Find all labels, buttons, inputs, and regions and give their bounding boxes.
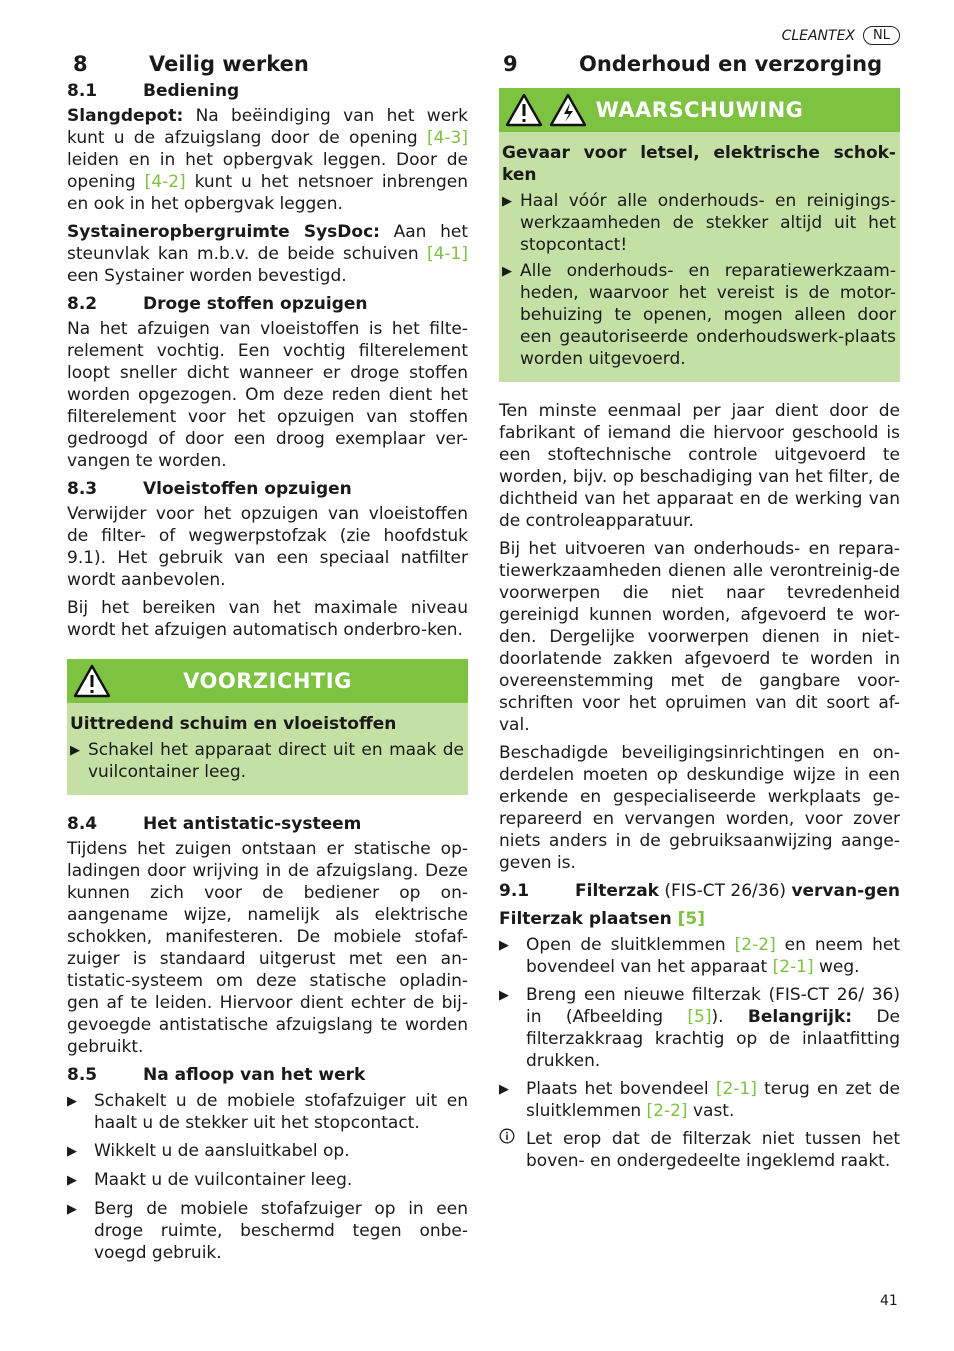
- caution-subtitle: Uittredend schuim en vloeistoffen: [70, 714, 397, 734]
- heading-9: 9 Onderhoud en verzorging: [503, 52, 883, 76]
- warning-title: WAARSCHUWING: [595, 98, 804, 122]
- paragraph-slangdepot: Slangdepot: Na beëindiging van het werk kunt u de afzuigslang door de opening [4-3] leiden en in het opbergvak leggen. Door de opening [4-2] kunt u het netsnoer inbrengen en ook in het opbergvak leggen.: [67, 106, 468, 214]
- list-8-5: [67, 1090, 468, 1264]
- paragraph-8-2: Na het afzuigen van vloeistoffen is het filte-relement vochtig. Een vochtig filterelement loopt sneller dicht wanneer er droge stoffen worden opgezogen. Om deze reden dient het filterelement voor het opzuigen van stoffen gedroogd of door een droog exemplaar ver-vangen te worden.: [67, 319, 468, 471]
- page-header: [782, 26, 900, 45]
- info-icon: [499, 1128, 526, 1172]
- bullet-arrow-icon: ▶: [67, 1094, 77, 1109]
- paragraph-9a: Ten minste eenmaal per jaar dient door de fabrikant of iemand die hiervoor geschoold is een stoftechnische controle uitgevoerd te worden, bijv. op beschadiging van het filter, de dichtheid van het apparaat en de werking van de controleapparatuur.: [499, 401, 900, 531]
- bullet-arrow-icon: ▶: [67, 1144, 77, 1159]
- figure-ref: [2-2]: [734, 935, 776, 955]
- brand-label: CLEANTEX: [781, 27, 856, 44]
- bullet-arrow-icon: ▶: [67, 1173, 77, 1188]
- list-9-1: [499, 934, 900, 1172]
- language-badge: NL: [863, 26, 900, 45]
- heading-9-1: 9.1 Filterzak (FIS-CT 26/36) vervan-gen: [499, 881, 900, 901]
- heading-8-1: 8.1 Bediening: [67, 81, 240, 101]
- list-item: ▶ Alle onderhouds- en reparatiewerkzaam-heden, waarvoor het vereist is de motor-behuizing te openen, mogen alleen door een geautoriseerde onderhoudswerk-plaats worden uitgevoerd.: [502, 261, 896, 369]
- left-column: [67, 50, 468, 1270]
- figure-ref: [2-1]: [715, 1079, 757, 1099]
- paragraph-8-3a: Verwijder voor het opzuigen van vloeistoffen de filter- of wegwerpstofzak (zie hoofdstuk 9.1). Het gebruik van een speciaal natfilter wordt aanbevolen.: [67, 504, 468, 590]
- list-item: ▶ Breng een nieuwe filterzak (FIS-CT 26/ 36) in (Afbeelding [5]). Belangrijk: De filterzakkraag krachtig op de inlaatfitting drukken.: [499, 985, 900, 1071]
- paragraph-8-3b: Bij het bereiken van het maximale niveau wordt het afzuigen automatisch onderbro-ken.: [67, 598, 468, 640]
- paragraph-9b: Bij het uitvoeren van onderhouds- en repara-tiewerkzaamheden dienen alle verontreinig-de voorwerpen die niet naar tevredenheid gereinigd kunnen worden, afgevoerd te wor-den. Dergelijke voorwerpen dienen in niet-doorlatende zakken afgevoerd te worden in overeenstemming met de gangbare voor-schriften voor het opruimen van dit soort af-val.: [499, 539, 900, 735]
- figure-ref: [2-1]: [772, 957, 814, 977]
- list-item: ▶ Wikkelt u de aansluitkabel op.: [67, 1141, 350, 1161]
- list-item: ▶ Berg de mobiele stofafzuiger op in een droge ruimte, beschermd tegen onbe-voegd gebruik.: [67, 1199, 468, 1263]
- bullet-arrow-icon: ▶: [70, 743, 80, 758]
- caution-box: [67, 659, 468, 795]
- page-number: 41: [880, 1293, 898, 1309]
- figure-ref: [2-2]: [646, 1101, 688, 1121]
- list-item: ▶ Haal vóór alle onderhouds- en reinigings-werkzaamheden de stekker altijd uit het stopcontact!: [502, 191, 896, 255]
- figure-ref: [4-3]: [426, 128, 468, 148]
- bullet-arrow-icon: ▶: [67, 1202, 77, 1217]
- figure-ref: [4-1]: [426, 244, 468, 264]
- list-item: ▶ Plaats het bovendeel [2-1] terug en zet de sluitklemmen [2-2] vast.: [499, 1079, 900, 1121]
- caution-title: VOORZICHTIG: [183, 669, 352, 693]
- bullet-arrow-icon: ▶: [502, 264, 512, 279]
- figure-ref: [4-2]: [144, 172, 186, 192]
- list-item: ▶ Schakel het apparaat direct uit en maak de vuilcontainer leeg.: [70, 740, 464, 782]
- figure-ref: [5]: [687, 1007, 712, 1027]
- paragraph-8-4: Tijdens het zuigen ontstaan er statische op-ladingen door wrijving in de afzuigslang. Deze kunnen zich voor de bediener op on-aangename wijze, namelijk als elektrische schokken, manifesteren. De mobiele stofaf-zuiger is standaard uitgerust met een an-tistatic-systeem om deze statische opladin-gen af te leiden. Hiervoor dient echter de bij-gevoegde antistatische afzuigslang te worden gebruikt.: [67, 839, 468, 1057]
- paragraph-9c: Beschadigde beveiligingsinrichtingen en on-derdelen moeten op deskundige wijze in een erkende en gespecialiseerde werkplaats ge-repareerd en vervangen worden, voor zover niets anders in de gebruiksaanwijzing aange-geven is.: [499, 743, 900, 873]
- subheading-filterzak-plaatsen: Filterzak plaatsen [5]: [499, 909, 706, 929]
- heading-8-4: 8.4 Het antistatic-systeem: [67, 814, 362, 834]
- list-item: ▶ Schakelt u de mobiele stofafzuiger uit en haalt u de stekker uit het stopcontact.: [67, 1091, 468, 1133]
- bullet-arrow-icon: ▶: [499, 988, 509, 1003]
- bullet-arrow-icon: ▶: [499, 1082, 509, 1097]
- right-column: [499, 50, 900, 1178]
- heading-8-3: 8.3 Vloeistoffen opzuigen: [67, 479, 352, 499]
- warning-subtitle: Gevaar voor letsel, elektrische schok-ken: [502, 143, 896, 185]
- paragraph-sysdoc: Systaineropbergruimte SysDoc: Aan het steunvlak kan m.b.v. de beide schuiven [4-1] een Systainer worden bevestigd.: [67, 222, 468, 286]
- info-note: Let erop dat de filterzak niet tussen het boven- en ondergedeelte ingeklemd raakt.: [499, 1128, 900, 1172]
- warning-box: [499, 88, 900, 382]
- bullet-arrow-icon: ▶: [502, 194, 512, 209]
- heading-8-2: 8.2 Droge stoffen opzuigen: [67, 294, 368, 314]
- bullet-arrow-icon: ▶: [499, 938, 509, 953]
- figure-ref: [5]: [677, 909, 706, 929]
- heading-8: 8 Veilig werken: [73, 52, 309, 76]
- list-item: ▶ Maakt u de vuilcontainer leeg.: [67, 1170, 353, 1190]
- heading-8-5: 8.5 Na afloop van het werk: [67, 1065, 366, 1085]
- list-item: ▶ Open de sluitklemmen [2-2] en neem het bovendeel van het apparaat [2-1] weg.: [499, 935, 900, 977]
